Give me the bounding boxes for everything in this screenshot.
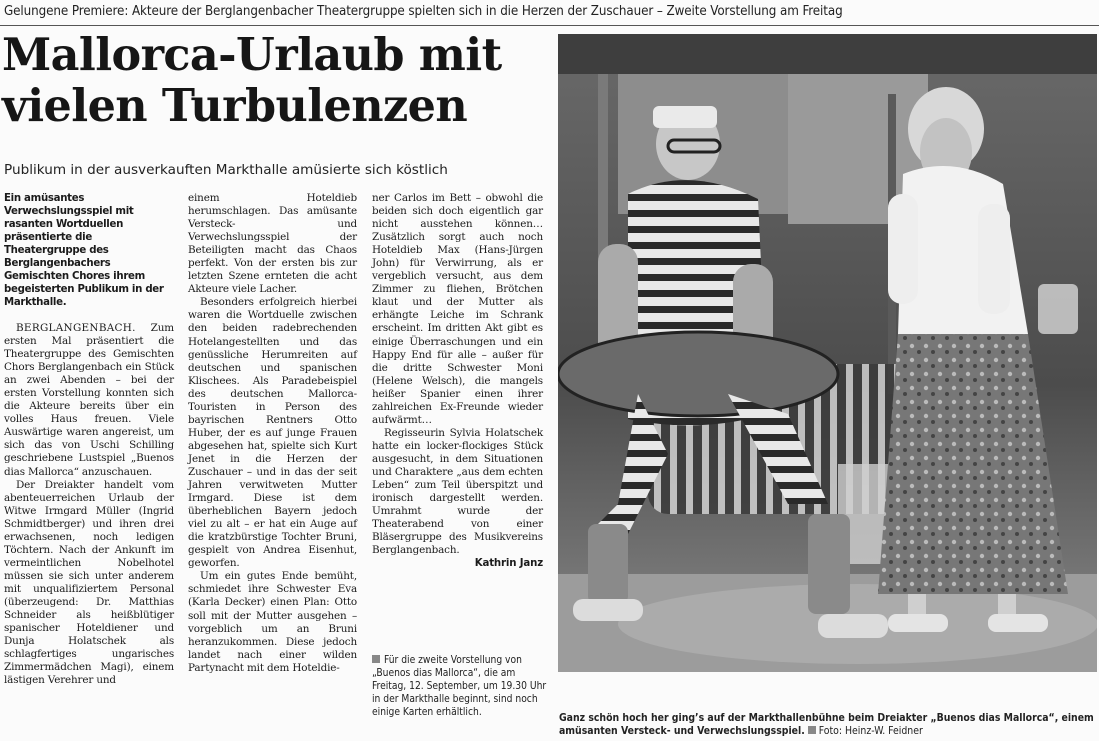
stage-photo-illustration bbox=[558, 34, 1097, 672]
headline bbox=[2, 30, 557, 132]
bullet-square-icon bbox=[372, 655, 380, 663]
kicker-line: Gelungene Premiere: Akteure der Berglangenbacher Theatergruppe spielten sich in die Herzen der Zuschauer – Zweite Vorstellung am Freitag bbox=[4, 4, 843, 19]
lead-paragraph: Ein amüsantes Verwechslungsspiel mit rasanten Wortduellen präsentierte die Theatergruppe des Berglangenbachers Gemischten Chores ihrem begeisterten Publikum in der Markthalle. bbox=[4, 193, 164, 308]
caption-text: Ganz schön hoch her ging’s auf der Markthallenbühne beim Dreiakter „Buenos dias Mallorca“, einem amüsanten Versteck- und Verwechslungsspiel. bbox=[559, 712, 1094, 737]
article-column-1 bbox=[4, 192, 174, 687]
body-paragraph-1 bbox=[4, 322, 174, 479]
body-paragraph-4: Besonders erfolgreich hierbei waren die Wortduelle zwischen den beiden radebrechenden Hotelangestellten und das genüssliche Herumreiten auf deutschen und spanischen Klischees. Als Paradebeispiel des deutschen Mallorca-Touristen in Person des bayrischen Rentners Otto Huber, der es auf junge Frauen abgesehen hat, spielte sich Kurt Jenet in die Herzen der Zuschauer – und in das der seit Jahren verwitweten Mutter Irmgard. Diese ist dem überheblichen Bayern jedoch viel zu alt – er hat ein Auge auf die kratzbürstige Tochter Bruni, gespielt von Andrea Eisenhut, geworfen. bbox=[188, 296, 357, 570]
body-paragraph-7: Regisseurin Sylvia Holatschek hatte ein locker-flockiges Stück ausgesucht, in dem Situationen und Charaktere „aus dem echten Leben“ zum Teil überspitzt und ironisch dargestellt werden. Umrahmt wurde der Theaterabend von einer Bläsergruppe des Musikvereins Berglangenbach. bbox=[372, 426, 543, 557]
info-box bbox=[372, 654, 547, 719]
author-byline: Kathrin Janz bbox=[474, 558, 543, 570]
bullet-square-icon bbox=[808, 726, 816, 734]
stage-photo bbox=[558, 34, 1097, 672]
body-paragraph-2: Der Dreiakter handelt vom abenteuerreichen Urlaub der Witwe Irmgard Müller (Ingrid Schmidtberger) und ihren drei erwachsenen, noch ledigen Töchtern. Nach der Ankunft im vermeintlichen Nobelhotel müssen sie sich unter anderem mit unqualifiziertem Personal (überzeugend: Dr. Matthias Schneider als heißblütiger spanischer Hoteldiener und Dunja Holatschek als schlagfertiges ungarisches Zimmermädchen Magi), einem lästigen Verehrer und bbox=[4, 478, 174, 687]
photo-credit: Foto: Heinz-W. Feidner bbox=[818, 725, 923, 737]
subheadline: Publikum in der ausverkauften Markthalle amüsierte sich köstlich bbox=[4, 162, 448, 178]
headline-line-2: vielen Turbulenzen bbox=[2, 80, 468, 132]
article-column-2 bbox=[188, 192, 357, 675]
article-column-3 bbox=[372, 192, 543, 570]
info-text: Für die zweite Vorstellung von „Buenos dias Mallorca“, die am Freitag, 12. September, um 19.30 Uhr in der Markthalle beginnt, sind noch einige Karten erhältlich. bbox=[372, 655, 547, 718]
headline-line-1: Mallorca-Urlaub mit bbox=[2, 29, 502, 81]
dateline: BERGLANGENBACH. bbox=[16, 322, 136, 334]
body-paragraph-5: Um ein gutes Ende bemüht, schmiedet ihre Schwester Eva (Karla Decker) einen Plan: Otto soll mit der Mutter ausgehen – vorgeblich um an Bruni heranzukommen. Diese jedoch landet nach einer wilden Partynacht mit dem Hoteldie- bbox=[188, 570, 357, 674]
divider-rule bbox=[0, 25, 1099, 26]
body-paragraph-6: ner Carlos im Bett – obwohl die beiden sich doch eigentlich gar nicht ausstehen können… Zusätzlich sorgt auch noch Hoteldieb Max (Hans-Jürgen John) für Verwirrung, als er vergeblich versucht, aus dem Zimmer zu fliehen, Brötchen klaut und der Mutter als erhängte Leiche im Schrank erscheint. Im dritten Akt gibt es einige Überraschungen und ein Happy End für alle – außer für die dritte Schwester Moni (Helene Welsch), die mangels heißer Spanier einen ihrer zahlreichen Ex-Freunde wieder aufwärmt… bbox=[372, 192, 543, 426]
body-paragraph-3: einem Hoteldieb herumschlagen. Das amüsante Versteck- und Verwechslungsspiel der Beteiligten macht das Chaos perfekt. Von der ersten bis zur letzten Szene ernteten die acht Akteure viele Lacher. bbox=[188, 192, 357, 296]
body-paragraph-1-text: Zum ersten Mal präsentiert die Theatergruppe des Gemischten Chors Berglangenbach ein Stück an zwei Abenden – bei der ersten Vorstellung konnten sich die Akteure bereits über ein volles Haus freuen. Viele Auswärtige waren angereist, um sich das von Uschi Schilling geschriebene Lustspiel „Buenos dias Mallorca“ anzuschauen. bbox=[4, 322, 174, 478]
photo-caption bbox=[559, 712, 1098, 738]
